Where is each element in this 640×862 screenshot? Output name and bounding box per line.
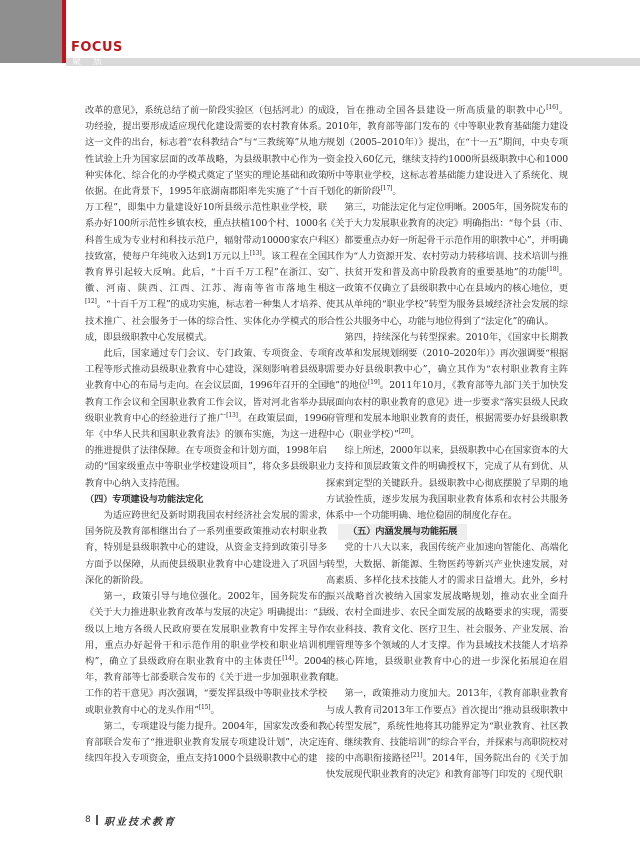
- paragraph-text: 综上所述，2000年以来，县级职教中心在国家资本的大力支持和顶层政策文件的明确授权下，完成了从有到优、从探索到定型的关键跃升。县级职教中心彻底摆脱了早期的地方试验性质，逐步发展为我国职业教育体系和农村公共服务体系中一个功能明确、地位稳固的制度化存在。: [326, 445, 568, 522]
- header-rule: [66, 58, 640, 66]
- paragraph-text: 。2011年10月，《教育部等九部门关于加快发展面向农村的职业教育的意见》进一步要求“落实县级人民政府管理和发展本地职业教育的责任，根据需要办好县级职教中心（职业学校）”: [326, 380, 568, 441]
- citation-ref: [17]: [380, 184, 393, 192]
- paragraph-text: 为适应跨世纪及新时期我国农村经济社会发展的需求，国务院及教育部相继出台了一系列重要政策推动农村职业教育，特别是县级职教中心的建设，从资金支持到政策引导多方面予以保障，从而使县级职业教育中心建设进入了巩固与深化的新阶段。: [85, 510, 327, 586]
- citation-ref: [20]: [398, 427, 411, 435]
- citation-ref: [21]: [410, 752, 423, 760]
- paragraph: [326, 686, 568, 783]
- citation-ref: [12]: [85, 298, 97, 306]
- paragraph-text: 。2014年，国务院出台的《关于加快发展现代职业教育的决定》和教育部等门印发的《现代职: [326, 753, 568, 781]
- section-heading-box: （五）内涵发展与功能拓展: [338, 524, 467, 540]
- paragraph-text: 。: [410, 429, 420, 441]
- page-number: 8: [85, 815, 91, 825]
- paragraph-text: 此后，国家通过专门会议、专门政策、专项资金、专项工程等形式推动县级职业教育中心建设，深刻影响着县级职业教育中心的布局与走向。在会议层面，1996年召开的全国教育工作会议和全国职业教育工作会议，皆对河北省举办县级职业教育中心的经验进行了推广: [85, 348, 327, 424]
- paragraph-text: 。在政策层面，1996年《中华人民共和国职业教育法》的颁布实施，为这一进程的推进提供了法律保障。在专项资金和计划方面，1998年启动的“国家级重点中等职业学校建设项目”，将众多县级职业教育中心纳入支持范围。: [85, 412, 327, 489]
- paragraph-text: 党的十八大以来，我国传统产业加速向智能化、高端化转型，大数据、新能源、生物医药等新兴产业快速发展，对高素质、多样化技术技能人才的需求日益增大。此外，乡村振兴战略首次被纳入国家发展战略规划，推动农业全面升级、农村全面进步、农民全面发展的战略要求的实现，需要农业科技、教育文化、医疗卫生、社会服务、产业发展、治理管理等多个领域的人才支撑。作为县域技术技能人才培养的核心阵地，县级职业教育中心的进一步深化拓展迫在眉睫。: [326, 542, 568, 684]
- paragraph-text: 。该工程在全国教育界引起较大反响。此后，“十百千万工程”在浙江、安徽、河南、陕西、江西、江苏、海南等省市落地生根: [85, 250, 327, 295]
- section-heading: [326, 524, 568, 540]
- paragraph-text: 。这一政策不仅确立了县级职教中心在县域内的核心地位，更使其从单纯的“职业学校”转型为服务县域经济社会发展的综合性公共服务中心，功能与地位得到了“法定化”的确认。: [326, 267, 568, 327]
- paragraph: [326, 443, 568, 524]
- citation-ref: [14]: [282, 654, 294, 662]
- citation-ref: [13]: [226, 411, 238, 419]
- header-gray-block: [0, 0, 62, 63]
- paragraph: [85, 346, 327, 492]
- paragraph: [85, 589, 327, 719]
- paragraph-text: 第一，政策引导与地位强化。2002年，国务院发布的《关于大力推进职业教育改革与发展的决定》明确提出：“县级以上地方各级人民政府要在发展职业教育中发挥主导作用，重点办好起骨干和示范作用的职业学校和职业培训机构”，确立了县级政府在职业教育中的主体责任: [85, 591, 327, 667]
- paragraph-text: 。: [210, 704, 220, 716]
- journal-title: 职业技术教育: [104, 817, 176, 828]
- citation-ref: [19]: [367, 379, 380, 387]
- paragraph-text: 第四，持续深化与转型探索。2010年，《国家中长期教育改革和发展规划纲要（2010–2020年）》再次强调要“根据需要办好县级职教中心”，确立其作为“农村职业教育主阵地”的地位: [326, 331, 568, 392]
- section-heading: （四）专项建设与功能法定化: [85, 493, 204, 505]
- paragraph: [326, 330, 568, 443]
- paragraph-text: 。2010年，教育部等部门发布的《中等职业教育基础能力建设规划（2005–2010年）》提出，在“十一五”期间，中央专项资金投入60亿元，继续支持约1000所县级职教中心和1000所中等职业学校，这标志着基础能力建设进入了系统化、规划化的新阶段: [326, 105, 568, 198]
- section-label-cn: 聚焦: [72, 57, 115, 67]
- header-red-stripe: [62, 0, 66, 63]
- paragraph-text: 第一，政策推动力度加大。2013年，《教育部职业教育与成人教育司2013年工作要点》首次提出“推动县级职教中心转型发展”，系统性地将其功能界定为“职业教育、社区教育、继续教育、技能培训”的综合平台，并探索与高职院校对接的中高职衔接路径: [326, 688, 568, 765]
- left-column: [85, 103, 327, 767]
- paragraph-text: 。2004年，教育部等七部委联合发布的《关于进一步加强职业教育工作的若干意见》再次强调，“要发挥县级中等职业技术学校或职业教育中心的龙头作用”: [85, 655, 328, 716]
- paragraph-text: 。: [392, 186, 402, 198]
- paragraph-text: 改革的意见》，系统总结了前一阶段实验区（包括河北）的成功经验，提出要形成适应现代化建设需要的农村教育体系。这一文件的出台，标志着“农科教结合”与“三教统筹”从地方性试验上升为国家层面的改革战略，为县级职教中心作为一种实体化、综合化的办学模式奠定了坚实的理论基础和政策依据。在此背景下，1995年底湖南郡阳率先实施了“十百千万工程”，即集中力量建设好10所县级示范性职业学校，联系办好100所示范性乡镇农校，重点扶植100个村、1000名科普生成为专业村和科技示范户，辐射带动10000家农户科技致富，使每户年纯收入达到1万元以上: [85, 105, 327, 262]
- citation-ref: [15]: [198, 703, 211, 711]
- paragraph-text: 第三，功能法定化与定位明晰。2005年，国务院发布的《关于大力发展职业教育的决定》明确指出：“每个县（市、区）都要重点办好一所起骨干示范作用的职教中心”，并明确其作为“人力资源开发、农村劳动力转移培训、技术培训与推广、扶贫开发和普及高中阶段教育的重要基地”的功能: [326, 202, 568, 279]
- paragraph: [326, 540, 568, 686]
- paragraph-text: 第二，专项建设与能力提升。2004年，国家发改委和教育部联合发布了“推进职业教育发展专项建设计划”，决定连续四年投入专项资金，重点支持1000个县级职教中心的建: [85, 720, 327, 765]
- paragraph: [85, 508, 327, 589]
- paragraph-text: 设，旨在推动全国各县建设一所高质量的职教中心: [326, 105, 547, 116]
- paragraph: [326, 200, 568, 330]
- citation-ref: [13]: [249, 249, 262, 257]
- paragraph: [85, 103, 327, 346]
- paragraph: [326, 103, 568, 200]
- footer-divider: [96, 815, 98, 825]
- paragraph: [85, 719, 327, 768]
- citation-ref: [18]: [546, 265, 559, 273]
- citation-ref: [16]: [546, 103, 558, 111]
- section-label: FOCUS: [71, 40, 123, 55]
- paragraph-text: 。“十百千万工程”的成功实施，标志着一种集人才培养、技术推广、社会服务于一体的综合性、实体化办学模式的形成，即县级职教中心发展模式。: [85, 299, 327, 343]
- right-column: [326, 103, 568, 784]
